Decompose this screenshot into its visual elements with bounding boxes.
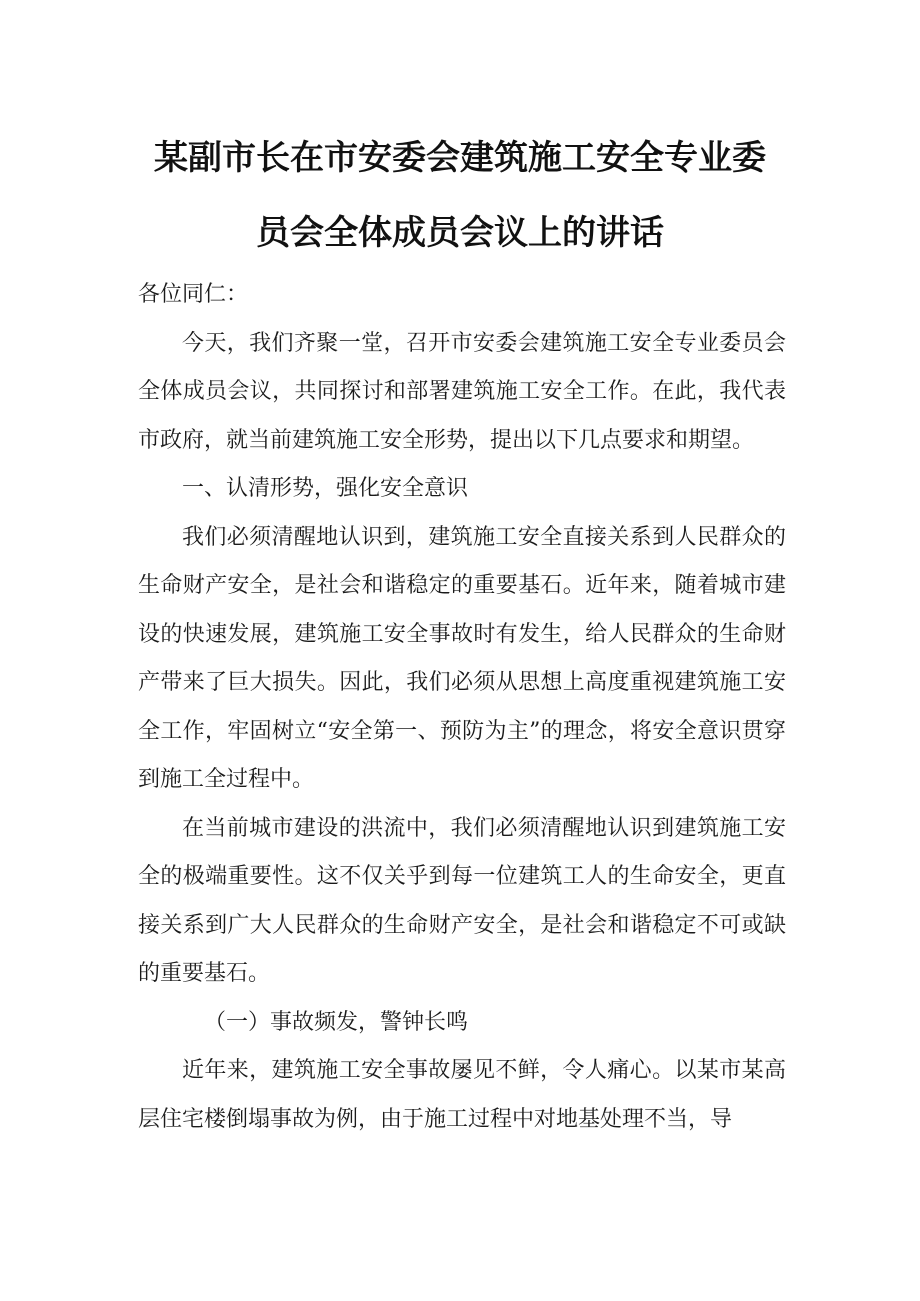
document-title-line-1: 某副市长在市安委会建筑施工安全专业委 (154, 138, 766, 178)
document-body (138, 271, 786, 1144)
paragraph-importance: 在当前城市建设的洪流中，我们必须清醒地认识到建筑施工安全的极端重要性。这不仅关乎到每一位建筑工人的生命安全，更直接关系到广大人民群众的生命财产安全，是社会和谐稳定不可或缺的重要基石。 (138, 815, 786, 986)
document-title-line-2: 员会全体成员会议上的讲话 (256, 213, 664, 253)
paragraph-accidents: 近年来，建筑施工安全事故屡见不鲜，令人痛心。以某市某高层住宅楼倒塌事故为例，由于施工过程中对地基处理不当，导 (138, 1058, 786, 1132)
paragraph-intro: 今天，我们齐聚一堂，召开市安委会建筑施工安全专业委员会全体成员会议，共同探讨和部署建筑施工安全工作。在此，我代表市政府，就当前建筑施工安全形势，提出以下几点要求和期望。 (138, 330, 786, 453)
section-heading-1: 一、认清形势，强化安全意识 (182, 476, 469, 501)
salutation: 各位同仁： (138, 282, 249, 307)
paragraph-awareness: 我们必须清醒地认识到，建筑施工安全直接关系到人民群众的生命财产安全，是社会和谐稳定的重要基石。近年来，随着城市建设的快速发展，建筑施工安全事故时有发生，给人民群众的生命财产带来了巨大损失。因此，我们必须从思想上高度重视建筑施工安全工作，牢固树立“安全第一、预防为主”的理念，将安全意识贯穿到施工全过程中。 (138, 524, 786, 792)
subsection-heading-1: （一）事故频发，警钟长鸣 (204, 1009, 469, 1035)
